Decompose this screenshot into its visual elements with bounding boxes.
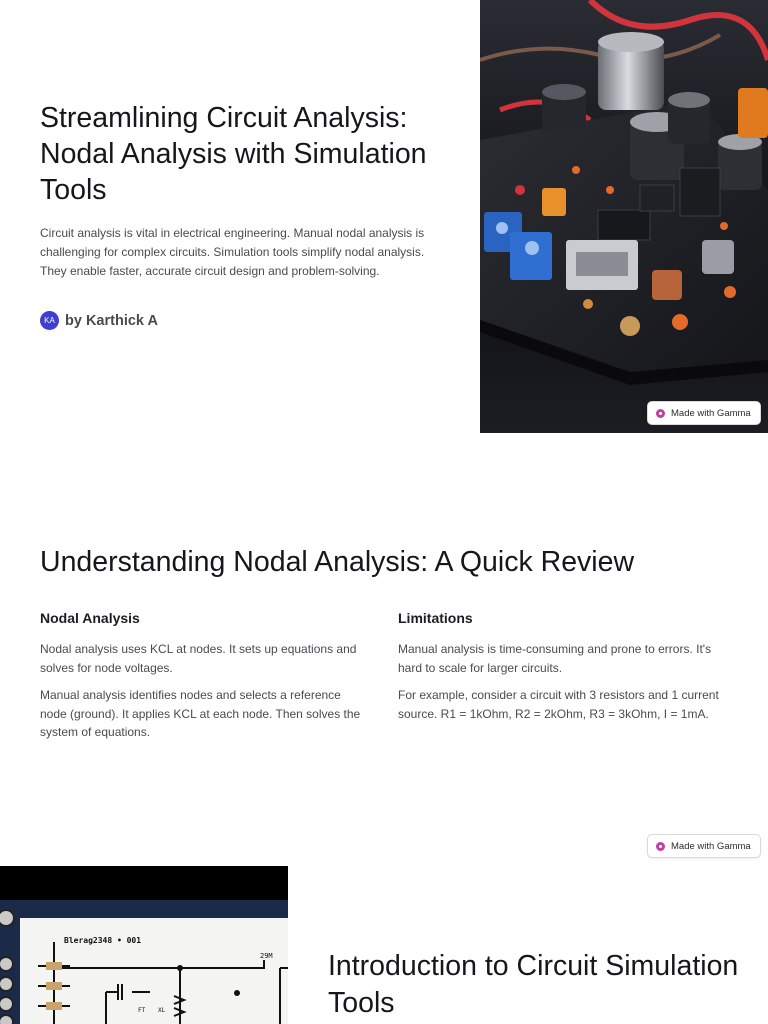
column-paragraph: Manual analysis is time-consuming and prone to errors. It's hard to scale for larger circuits. — [398, 642, 712, 675]
section-title: Understanding Nodal Analysis: A Quick Review — [40, 546, 635, 578]
column-paragraph: For example, consider a circuit with 3 resistors and 1 current source. R1 = 1kOhm, R2 = 2kOhm, R3 = 3kOhm, I = 1mA. — [398, 688, 719, 721]
schematic-label: FT — [138, 1007, 146, 1014]
schematic-label: XL — [158, 1007, 166, 1014]
section-title: Introduction to Circuit Simulation Tools — [328, 950, 739, 1019]
nodal-analysis-column — [40, 608, 370, 751]
schematic-label: Blerag2348 • 001 — [64, 936, 142, 945]
avatar: KA — [40, 311, 59, 330]
made-with-gamma-badge[interactable] — [647, 834, 761, 858]
gamma-logo-icon — [656, 409, 665, 418]
schematic-label: 29M — [260, 952, 273, 960]
column-heading: Limitations — [398, 610, 473, 626]
circuit-board-illustration — [480, 0, 768, 433]
intro-paragraph: Circuit analysis is vital in electrical engineering. Manual nodal analysis is challenging for complex circuits. Simulation tools simplify nodal analysis. They enable faster, accurate circuit design and problem-solving. — [40, 226, 425, 278]
schematic-photo — [0, 866, 288, 1024]
author-byline — [40, 311, 158, 330]
slide-title: Streamlining Circuit Analysis: Nodal Analysis with Simulation Tools — [40, 102, 427, 206]
badge-label: Made with Gamma — [671, 840, 751, 852]
limitations-column — [398, 608, 728, 732]
made-with-gamma-badge[interactable] — [647, 401, 761, 425]
schematic-illustration — [0, 866, 288, 1024]
column-paragraph: Manual analysis identifies nodes and selects a reference node (ground). It applies KCL at each node. Then solves the system of equations. — [40, 688, 361, 739]
column-paragraph: Nodal analysis uses KCL at nodes. It sets up equations and solves for node voltages. — [40, 642, 357, 675]
gamma-logo-icon — [656, 842, 665, 851]
badge-label: Made with Gamma — [671, 407, 751, 419]
circuit-board-photo — [480, 0, 768, 433]
author-name: by Karthick A — [65, 312, 158, 329]
column-heading: Nodal Analysis — [40, 610, 140, 626]
